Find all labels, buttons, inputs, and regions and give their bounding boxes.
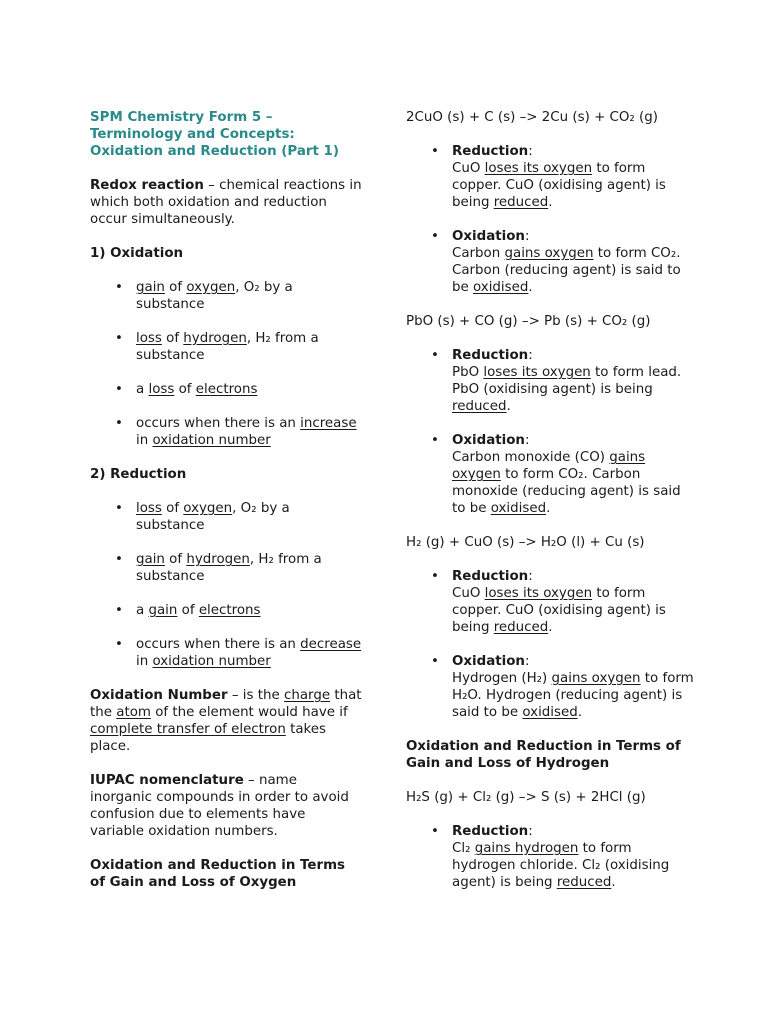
text-run: . [548, 195, 553, 210]
text-run: Carbon monoxide (CO) [452, 450, 610, 465]
underlined-term: oxidised [473, 280, 529, 295]
bold-term: Oxidation Number [90, 688, 228, 703]
text-run: takes place. [90, 722, 327, 754]
list-item [406, 653, 696, 721]
text-run: . [548, 620, 553, 635]
underlined-term: gain [136, 280, 165, 295]
text-run: a [136, 382, 149, 397]
text-run: . [546, 501, 551, 516]
text-run: . [577, 705, 582, 720]
underlined-term: hydrogen [183, 331, 247, 346]
item-label: Reduction [452, 348, 529, 363]
underlined-term: oxidised [522, 705, 578, 720]
underlined-term: gain [136, 552, 165, 567]
item-label: Oxidation [452, 229, 525, 244]
item-label: Reduction [452, 824, 529, 839]
item-label: Reduction [452, 144, 529, 159]
reaction-equation: H₂ (g) + CuO (s) –> H₂O (l) + Cu (s) [406, 535, 645, 550]
list-item [406, 432, 696, 517]
underlined-term: reduced [493, 620, 549, 635]
label-colon: : [524, 654, 530, 669]
reaction-list [406, 143, 696, 296]
underlined-term: loss [136, 331, 162, 346]
text-run: to form lead. PbO (oxidising agent) is being [452, 365, 682, 397]
text-run: , H₂ from a substance [136, 552, 322, 584]
text-run: CuO [452, 161, 485, 176]
item-body [452, 585, 696, 636]
oxygen-section-heading: Oxidation and Reduction in Terms of Gain and Loss of Oxygen [90, 858, 346, 890]
title-line: Oxidation and Reduction (Part 1) [90, 144, 339, 159]
text-run: – is the [227, 688, 284, 703]
underlined-term: reduced [556, 875, 612, 890]
item-label: Reduction [452, 569, 529, 584]
hydrogen-section-heading: Oxidation and Reduction in Terms of Gain and Loss of Hydrogen [406, 739, 681, 771]
left-column [90, 109, 362, 891]
list-item [90, 279, 362, 313]
text-run: of [174, 382, 196, 397]
label-colon: : [524, 433, 530, 448]
text-run: of [161, 501, 184, 516]
item-body [452, 160, 696, 211]
item-body [452, 245, 696, 296]
underlined-term: reduced [493, 195, 549, 210]
underlined-term: electrons [198, 603, 261, 618]
text-run: , O₂ by a substance [136, 280, 293, 312]
list-item [406, 347, 696, 415]
document-title [90, 109, 362, 160]
text-run: Cl₂ [452, 841, 475, 856]
text-run: to form copper. CuO (oxidising agent) is being [452, 586, 666, 635]
underlined-term: loses its oxygen [484, 161, 593, 176]
list-item [406, 823, 696, 891]
item-body [452, 449, 696, 517]
label-colon: : [528, 348, 533, 363]
underlined-term: oxidised [490, 501, 547, 516]
text-run: to form copper. CuO (oxidising agent) is being [452, 161, 666, 210]
list-item [90, 500, 362, 534]
list-item [406, 228, 696, 296]
oxidation-heading: 1) Oxidation [90, 246, 184, 261]
list-item [406, 143, 696, 211]
text-run: to form H₂O. Hydrogen (reducing agent) is said to be [452, 671, 694, 720]
text-run: of the element would have if [150, 705, 348, 720]
underlined-term: loss [148, 382, 175, 397]
text-run: to form CO₂. Carbon monoxide (reducing agent) is said to be [452, 467, 681, 516]
label-colon: : [528, 569, 533, 584]
underlined-term: increase [300, 416, 357, 431]
title-line: Terminology and Concepts: [90, 127, 295, 142]
list-item [406, 568, 696, 636]
underlined-term: gains oxygen [551, 671, 641, 686]
item-body [452, 670, 696, 721]
text-run: . [611, 875, 616, 890]
text-run: , O₂ by a substance [136, 501, 290, 533]
underlined-term: oxygen [186, 280, 236, 295]
underlined-term: loses its oxygen [483, 365, 591, 380]
text-run: Carbon [452, 246, 505, 261]
underlined-term: reduced [452, 399, 507, 414]
text-run: Hydrogen (H₂) [452, 671, 552, 686]
reaction-equation: 2CuO (s) + C (s) –> 2Cu (s) + CO₂ (g) [406, 110, 659, 125]
redox-term: Redox reaction [90, 178, 204, 193]
underlined-term: gains oxygen [452, 450, 646, 482]
redox-text: – chemical reactions in which both oxidation and reduction occur simultaneously. [90, 178, 362, 227]
underlined-term: hydrogen [186, 552, 250, 567]
label-colon: : [524, 229, 530, 244]
underlined-term: electrons [195, 382, 258, 397]
underlined-term: gains hydrogen [474, 841, 579, 856]
item-body [452, 840, 696, 891]
list-item [90, 381, 362, 398]
oxidation-list [90, 279, 362, 449]
oxidation-number-definition [90, 687, 362, 755]
reactions-container [406, 109, 696, 721]
underlined-term: oxidation number [152, 654, 271, 669]
text-run: PbO [452, 365, 484, 380]
text-run: – name inorganic compounds in order to avoid confusion due to elements have variable oxidation numbers. [90, 773, 349, 839]
text-run: . [506, 399, 511, 414]
reduction-heading: 2) Reduction [90, 467, 187, 482]
text-run: a [136, 603, 149, 618]
title-line: SPM Chemistry Form 5 – [90, 110, 273, 125]
underlined-term: loss [136, 501, 162, 516]
reaction-equation: PbO (s) + CO (g) –> Pb (s) + CO₂ (g) [406, 314, 651, 329]
item-body [452, 364, 696, 415]
h2s-list [406, 823, 696, 891]
text-run: to form hydrogen chloride. Cl₂ (oxidising agent) is being [452, 841, 670, 890]
text-run: CuO [452, 586, 485, 601]
reduction-list [90, 500, 362, 670]
text-run: of [161, 331, 184, 346]
item-label: Oxidation [452, 654, 525, 669]
right-column [406, 109, 696, 908]
list-item [90, 330, 362, 364]
text-run: that the [90, 688, 362, 720]
text-run: occurs when there is an [136, 637, 301, 652]
redox-definition [90, 177, 362, 228]
text-run: of [164, 280, 187, 295]
underlined-term: decrease [300, 637, 362, 652]
text-run: in [136, 654, 153, 669]
reaction-list [406, 347, 696, 517]
underlined-term: gains oxygen [504, 246, 594, 261]
list-item [90, 636, 362, 670]
underlined-term: loses its oxygen [484, 586, 593, 601]
text-run: occurs when there is an [136, 416, 301, 431]
list-item [90, 415, 362, 449]
label-colon: : [528, 144, 533, 159]
label-colon: : [528, 824, 533, 839]
text-run: in [136, 433, 153, 448]
bold-term: IUPAC nomenclature [90, 773, 244, 788]
underlined-term: complete transfer of electron [90, 722, 286, 737]
underlined-term: oxygen [183, 501, 233, 516]
text-run: . [528, 280, 533, 295]
underlined-term: charge [284, 688, 331, 703]
item-label: Oxidation [452, 433, 525, 448]
text-run: , H₂ from a substance [136, 331, 319, 363]
text-run: of [164, 552, 187, 567]
reaction-list [406, 568, 696, 721]
list-item [90, 551, 362, 585]
underlined-term: atom [116, 705, 151, 720]
underlined-term: gain [148, 603, 178, 618]
reaction-equation: H₂S (g) + Cl₂ (g) –> S (s) + 2HCl (g) [406, 790, 646, 805]
text-run: of [177, 603, 199, 618]
list-item [90, 602, 362, 619]
underlined-term: oxidation number [152, 433, 271, 448]
text-run: to form CO₂. Carbon (reducing agent) is said to be [452, 246, 681, 295]
iupac-definition [90, 772, 362, 840]
